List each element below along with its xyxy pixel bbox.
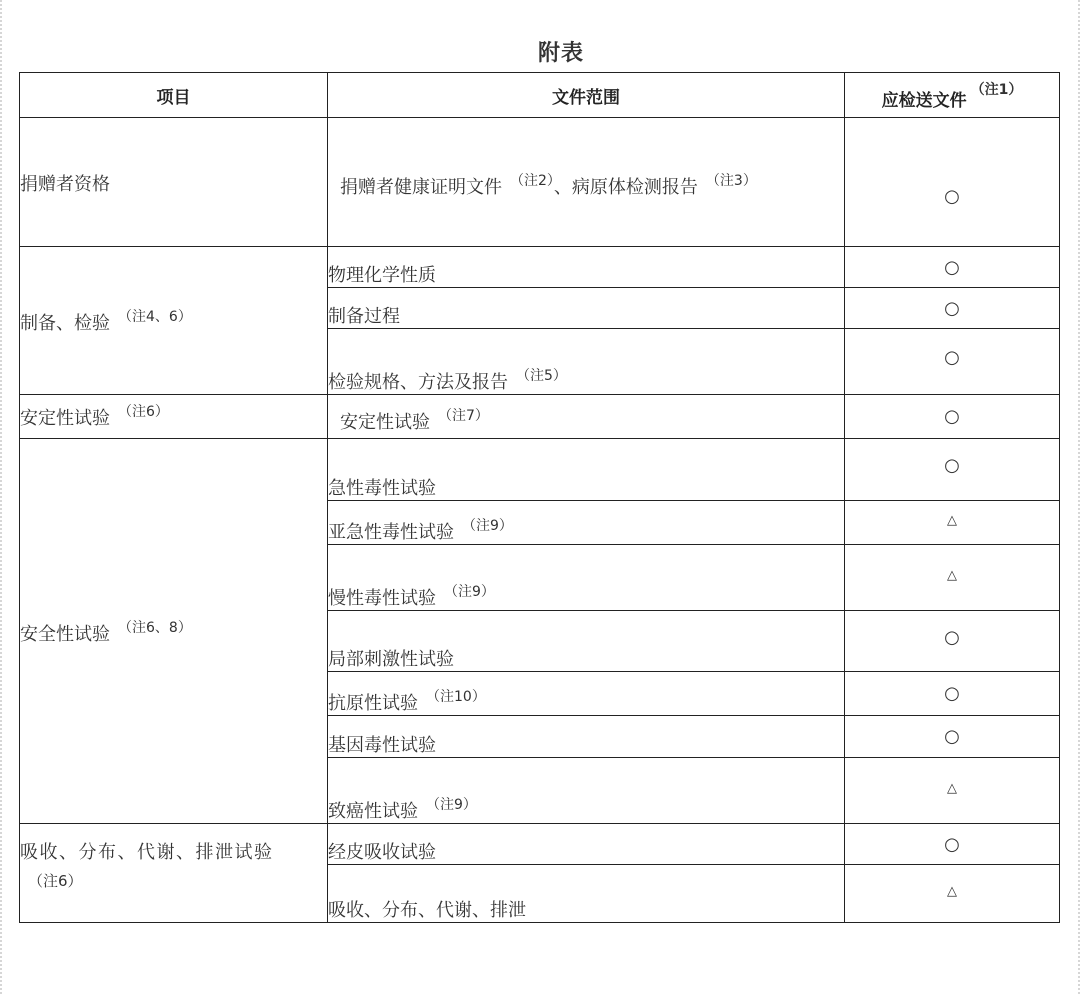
item-cell: [20, 247, 328, 395]
mark-cell: [845, 501, 1060, 545]
conditional-mark: △: [947, 781, 957, 796]
scope-cell: [328, 439, 845, 501]
table-row: [20, 439, 1060, 501]
scope-cell: [328, 758, 845, 824]
header-submit-note: （注1）: [970, 82, 1023, 98]
scope-cell: [328, 118, 845, 247]
required-mark: ○: [944, 726, 960, 747]
mark-cell: [845, 395, 1060, 439]
mark-cell: [845, 824, 1060, 865]
scope-label: 慢性毒性试验: [328, 588, 436, 609]
scope-label-tail: 、病原体检测报告: [553, 177, 698, 198]
item-label: 制备、检验: [20, 313, 110, 334]
conditional-mark: △: [947, 513, 957, 528]
scope-note: （注10）: [426, 689, 486, 705]
scope-label: 局部刺激性试验: [328, 649, 454, 670]
scope-label: 急性毒性试验: [328, 478, 436, 499]
mark-cell: [845, 865, 1060, 923]
mark-cell: [845, 672, 1060, 716]
item-cell: [20, 118, 328, 247]
scope-label: 基因毒性试验: [328, 735, 436, 756]
item-label: 安全性试验: [20, 623, 110, 645]
mark-cell: [845, 288, 1060, 329]
header-submit: [845, 73, 1060, 118]
item-note: （注4、6）: [118, 309, 192, 325]
item-note: （注6）: [28, 872, 83, 890]
conditional-mark: △: [947, 568, 957, 583]
required-mark: ○: [944, 833, 960, 855]
scope-label: 抗原性试验: [328, 693, 418, 714]
required-mark: ○: [944, 626, 960, 648]
mark-cell: [845, 758, 1060, 824]
item-note: （注6）: [118, 404, 169, 420]
table-header-row: [20, 73, 1060, 118]
scope-cell: [328, 824, 845, 865]
scope-note: （注9）: [426, 797, 477, 813]
scope-label: 经皮吸收试验: [328, 842, 436, 863]
scope-note: （注7）: [438, 408, 489, 424]
scope-label: 检验规格、方法及报告: [328, 372, 508, 393]
table-row: [20, 118, 1060, 247]
scope-label: 物理化学性质: [328, 265, 436, 286]
scope-label: 安定性试验: [340, 412, 430, 433]
mark-cell: [845, 545, 1060, 611]
scope-cell: [328, 329, 845, 395]
mark-cell: [845, 247, 1060, 288]
scope-note: （注2）: [510, 173, 554, 189]
scope-label: 致癌性试验: [328, 801, 418, 822]
header-scope: 文件范围: [328, 73, 845, 118]
scope-note: （注9）: [462, 518, 513, 534]
table-row: [20, 247, 1060, 288]
required-mark: ○: [944, 256, 960, 278]
item-note: （注6、8）: [118, 619, 192, 636]
item-label: 捐赠者资格: [20, 174, 110, 195]
scope-label: 捐赠者健康证明文件: [340, 177, 502, 198]
scope-cell: [328, 611, 845, 672]
scope-label: 亚急性毒性试验: [328, 522, 454, 543]
item-label: 吸收、分布、代谢、排泄试验: [20, 842, 274, 863]
scope-cell: [328, 288, 845, 329]
scope-cell: [328, 545, 845, 611]
page-edge-left: [0, 0, 2, 994]
required-mark: ○: [944, 297, 960, 319]
scope-cell: [328, 716, 845, 758]
scope-cell: [328, 247, 845, 288]
scope-cell: [328, 865, 845, 923]
scope-note: （注5）: [516, 368, 567, 384]
appendix-table: [19, 72, 1060, 923]
header-submit-label: 应检送文件: [881, 91, 967, 111]
required-mark: ○: [944, 347, 960, 368]
item-cell: [20, 395, 328, 439]
mark-cell: [845, 439, 1060, 501]
scope-cell: [328, 501, 845, 545]
mark-cell: [845, 716, 1060, 758]
mark-cell: [845, 611, 1060, 672]
required-mark: ○: [944, 683, 960, 704]
item-cell: [20, 824, 328, 923]
scope-label: 吸收、分布、代谢、排泄: [328, 900, 526, 921]
scope-cell: [328, 672, 845, 716]
scope-cell: [328, 395, 845, 439]
item-cell: [20, 439, 328, 824]
table-row: [20, 824, 1060, 865]
item-label: 安定性试验: [20, 408, 110, 429]
header-item: 项目: [20, 73, 328, 118]
mark-cell: [845, 329, 1060, 395]
page-title: 附表: [537, 41, 584, 66]
required-mark: ○: [944, 185, 960, 207]
scope-label: 制备过程: [328, 306, 400, 327]
scope-note: （注9）: [444, 584, 495, 600]
conditional-mark: △: [947, 884, 957, 899]
required-mark: ○: [944, 406, 960, 427]
table-row: [20, 395, 1060, 439]
required-mark: ○: [944, 455, 960, 476]
mark-cell: [845, 118, 1060, 247]
scope-note-tail: （注3）: [705, 173, 757, 189]
